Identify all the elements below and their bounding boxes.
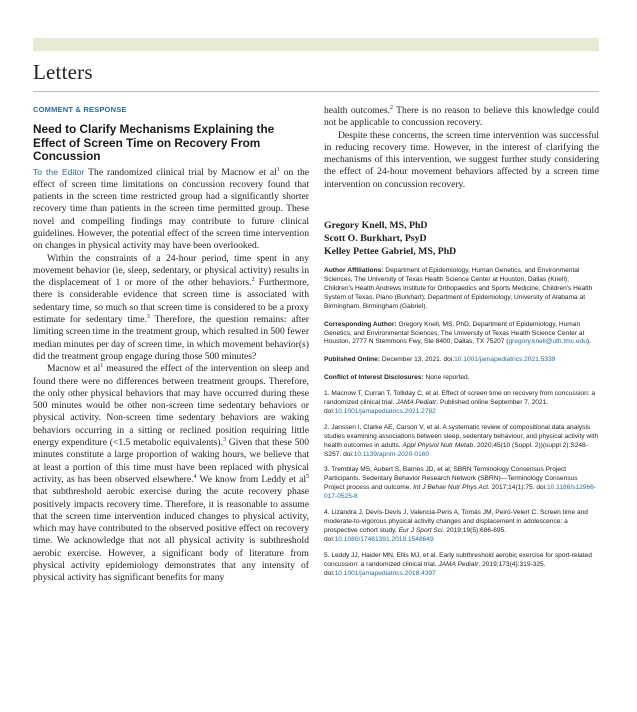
citation-marker: 3 <box>223 436 226 443</box>
reference-number: 3. <box>324 466 330 474</box>
r1-text-a: health outcomes. <box>324 105 390 116</box>
citation-marker: 2 <box>251 276 255 283</box>
reference-item <box>324 509 599 545</box>
reference-doi-link[interactable]: 10.1186/s12966-017-0525-8 <box>324 484 596 501</box>
reference-text: Leddy JJ, Haider MN, Ellis MJ, et al. Early subthreshold aerobic exercise for sport-related concussion: a randomized clinical trial. <box>324 551 592 568</box>
reference-number: 1. <box>324 390 330 398</box>
to-the-editor-label: To the Editor <box>33 166 85 177</box>
reference-number: 2. <box>324 423 330 431</box>
p3-text-d: We know from Leddy et al <box>196 473 307 485</box>
reference-journal: JAMA Pediatr <box>396 399 437 407</box>
author-name: Kelley Pettee Gabriel, MS, PhD <box>324 246 457 258</box>
corresponding-tail: ). <box>586 338 591 346</box>
paragraph-3 <box>33 363 309 584</box>
reference-doi-link[interactable]: 10.1080/17461391.2018.1548649 <box>334 535 434 543</box>
reference-list <box>324 390 599 578</box>
doi-link[interactable]: 10.1001/jamapediatrics.2021.5339 <box>454 356 556 364</box>
article-body-left <box>33 166 309 585</box>
reference-journal: Appl Physiol Nutr Metab <box>402 441 474 449</box>
citation-marker: 2 <box>389 104 393 111</box>
reference-text: Janssen I, Clarke AE, Carson V, et al. A systematic review of compositional data analysis studies examining associations between sleep, sedentary behaviour, and physical activity with health outcomes in adults. <box>324 423 599 449</box>
section-heading: Letters <box>33 60 93 84</box>
p3-text-a: Macnow et al <box>47 363 101 375</box>
affiliations-label: Author Affiliations: <box>324 267 384 275</box>
reference-text: . Published online September 7, 2021. doi: <box>324 399 549 415</box>
published-online <box>324 356 599 365</box>
reference-text: Tremblay MS, Aubert S, Barnes JD, et al; SBRN Terminology Consensus Project Participants. Sedentary Behavior Research Network (SBRN)—Terminology Consensus Project process and outcome. <box>324 466 578 492</box>
corresponding-author <box>324 321 599 348</box>
reference-text: . 2017;14(1):75. doi: <box>487 484 547 492</box>
p1-text-a: The randomized clinical trial by Macnow et al <box>84 166 277 178</box>
reference-item <box>324 390 599 417</box>
citation-marker: 5 <box>306 473 310 480</box>
reference-text: . 2019;173(4):319-325. doi: <box>324 560 546 577</box>
reference-text: . 2019;19(5):686-695. doi: <box>324 526 507 543</box>
reference-item <box>324 424 599 460</box>
reference-text: . 2020;45(10 (Suppl. 2))(suppl 2):S248-S257. doi: <box>324 441 588 458</box>
reference-doi-link[interactable]: 10.1001/jamapediatrics.2021.2782 <box>334 407 436 415</box>
citation-marker: 1 <box>276 166 280 173</box>
author-name: Scott O. Burkhart, PsyD <box>324 233 427 245</box>
reference-text: Macnow T, Curran T, Tolliday C, et al. Effect of screen time on recovery from concussion: a randomized clinical trial. <box>324 390 596 407</box>
reference-journal: Eur J Sport Sci <box>398 526 443 534</box>
p2-text-b: Furthermore, there is considerable evidence that screen time is associated with sedentary time, so much so that screen time is considered to be a proxy estimate for sedentary time. <box>33 277 309 326</box>
paragraph-5: Despite these concerns, the screen time intervention was successful in reducing recovery time. However, in the interest of clarifying the mechanisms of this intervention, we suggest further study considering the effect of 24-hour movement behaviors affected by a screen time intervention on concussion recovery. <box>324 129 599 190</box>
article-title: Need to Clarify Mechanisms Explaining the Effect of Screen Time on Recovery From Concussion <box>33 122 275 163</box>
email-link[interactable]: gregory.knell@uth.tmc.edu <box>508 338 587 346</box>
r1-text-b: There is no reason to believe this knowledge could not be applicable to concussion recovery. <box>324 105 599 129</box>
corresponding-label: Corresponding Author: <box>324 320 397 328</box>
corresponding-text: Gregory Knell, MS, PhD, Department of Epidemiology, Human Genetics, and Environmental Sciences, The University of Texas Health Science Center at Houston, 2777 N Stemmons Fwy, Ste 8400, Dallas, TX 75207 ( <box>324 320 585 346</box>
p3-text-b: measured the effect of the intervention on sleep and found there were no differences between treatment groups. Therefore, the only other physical behaviors that may have occurred during these 500 minutes would be other non-screen time sedentary behaviors or physical activity. Non-screen time sedentary behaviors are waking behaviors occurring in a sitting or reclined position requiring little energy expenditure (<1.5 metabolic equivalents). <box>33 363 309 449</box>
journal-top-bar <box>33 38 599 51</box>
published-text: December 13, 2021. doi: <box>380 356 455 364</box>
left-column <box>33 105 309 585</box>
p2-text-c: Therefore, the question remains: after limiting screen time in the treatment group, which resulted in 500 fewer median minutes per day of screen time, in which movement behavior(s) did the treatment group engage during those 500 minutes? <box>33 314 310 362</box>
reference-item <box>324 552 599 579</box>
paragraph-4 <box>324 105 599 130</box>
conflict-disclosures <box>324 374 599 383</box>
p1-text-b: on the effect of screen time limitations on concussion recovery found that patients in the screen time restricted group had a significantly shorter recovery time than patients in the screen time permitted group. These novel and compelling findings may contribute to future clinical guidelines. However, the potential effect of the screen time intervention on changes in physical activity may have been overlooked. <box>33 166 309 252</box>
p3-text-c: Given that these 500 minutes constitute a large proportion of waking hours, we believe that at least a portion of this time must have been replaced with physical activity, as has been observed elsewhere. <box>33 437 309 485</box>
author-list <box>324 219 599 258</box>
citation-marker: 3 <box>146 313 150 320</box>
heading-divider <box>33 91 599 92</box>
conflict-text: None reported. <box>423 374 470 382</box>
paragraph-2 <box>33 253 309 364</box>
reference-item <box>324 466 599 502</box>
paragraph-1 <box>33 166 309 253</box>
published-label: Published Online: <box>324 356 381 364</box>
section-label: COMMENT & RESPONSE <box>33 105 127 114</box>
citation-marker: 4 <box>193 473 197 480</box>
right-column <box>324 105 599 578</box>
author-name: Gregory Knell, MS, PhD <box>324 220 428 232</box>
reference-number: 4. <box>324 509 330 517</box>
reference-number: 5. <box>324 551 330 559</box>
reference-journal: Int J Behav Nutr Phys Act <box>413 484 488 492</box>
reference-journal: JAMA Pediatr <box>438 560 479 568</box>
citation-marker: 1 <box>100 363 104 370</box>
reference-doi-link[interactable]: 10.1139/apnm-2020-0160 <box>353 450 430 458</box>
article-body-right <box>324 105 599 191</box>
p3-text-e: that subthreshold aerobic exercise during the acute recovery phase positively impacts recovery time. Therefore, it is reasonable to assume that the screen time intervention induced changes to physical activity, which may have contributed to the observed positive effect on recovery time. We acknowledge that not all physical activity is subthreshold aerobic exercise. However, a significant body of literature from physical activity epidemiology demonstrates that any intensity of physical activity has significant benefits for many <box>33 486 309 584</box>
conflict-label: Conflict of Interest Disclosures: <box>324 374 424 382</box>
reference-doi-link[interactable]: 10.1001/jamapediatrics.2018.4397 <box>334 569 436 577</box>
p2-text-a: Within the constraints of a 24-hour period, time spent in any movement behavior (ie, sleep, sedentary, or physical activity) results in the displacement of 1 or more of the other behaviors. <box>33 252 309 289</box>
reference-text: Lizandra J, Devís-Devís J, Valencia-Peris A, Tomás JM, Peiró-Velert C. Screen time and moderate-to-vigorous physical activity changes and displacement in adolescence: a prospective cohort study. <box>324 509 588 534</box>
affiliations-text: Department of Epidemiology, Human Genetics, and Environmental Sciences, The University of Texas Health Science Center at Houston, Dallas (Knell); Children's Health Andrews Institute for Orthopaedics and Sports Medicine, Children's Health System of Texas, Plano (Burkhart); Department of Epidemiology, University of Alabama at Birmingham, Birmingham (Gabriel). <box>324 267 593 310</box>
author-affiliations <box>324 267 599 312</box>
